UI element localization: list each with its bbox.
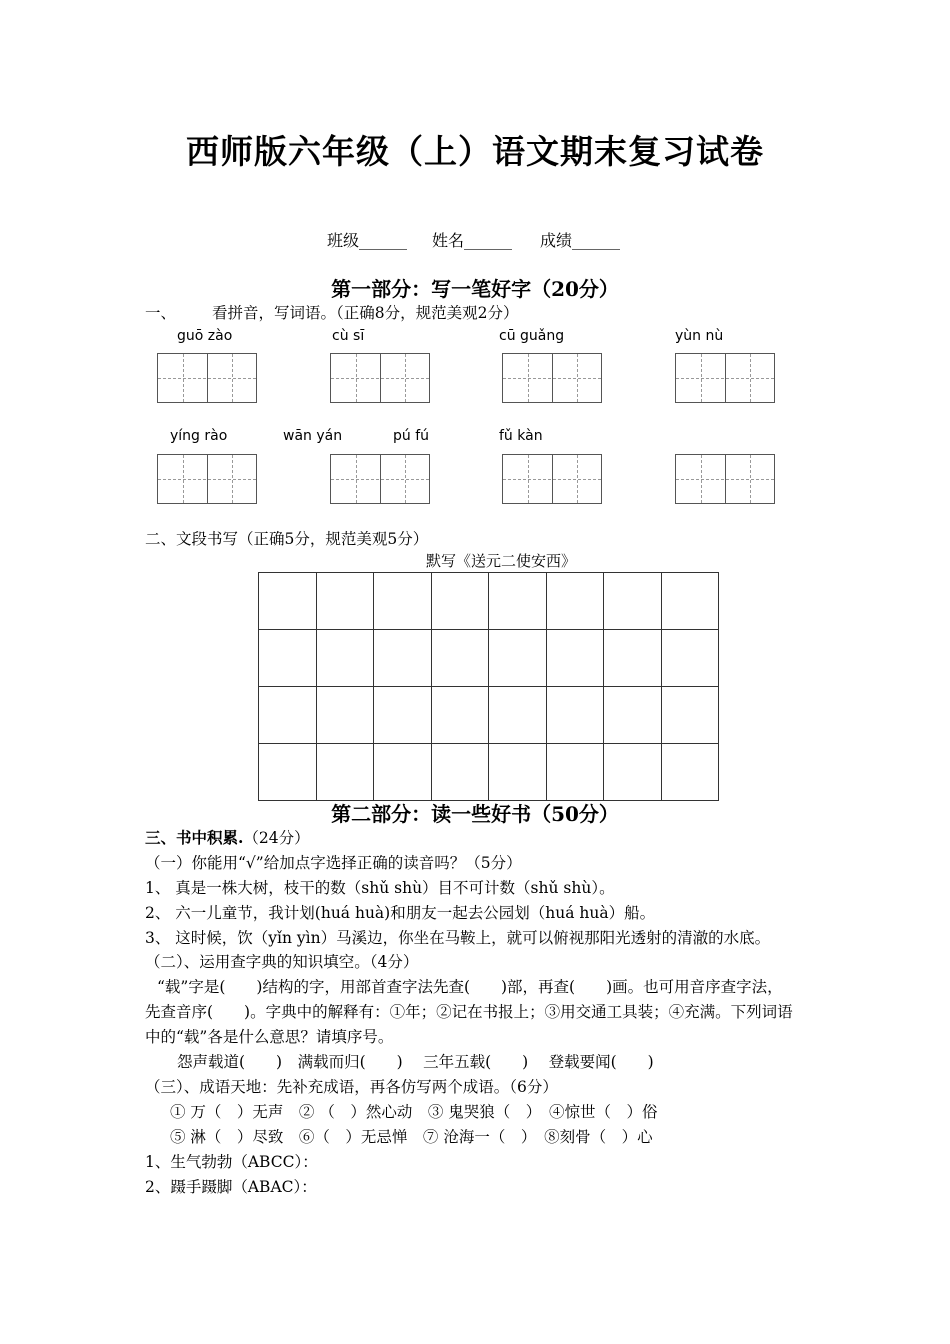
line-7: 先查音序( )。字典中的解释有：①年；②记在书报上；③用交通工具装；④充满。下列词语 bbox=[145, 1003, 793, 1021]
line-1: （一）你能用“√”给加点字选择正确的读音吗？（5分） bbox=[145, 854, 522, 872]
score-field[interactable]: 成绩______ bbox=[540, 231, 621, 250]
line-11: ① 万（ ）无声 ② （ ）然心动 ③ 鬼哭狼（ ） ④惊世（ ）俗 bbox=[170, 1103, 658, 1121]
q1-label: 一、 bbox=[145, 304, 177, 322]
line-13: 1、生气勃勃（ABCC）： bbox=[145, 1153, 318, 1171]
writing-box[interactable] bbox=[157, 454, 257, 504]
writing-box[interactable] bbox=[330, 454, 430, 504]
line-14: 2、蹑手蹑脚（ABAC）： bbox=[145, 1178, 317, 1196]
line-8: 中的“载”各是什么意思？请填序号。 bbox=[145, 1028, 394, 1046]
q3-heading bbox=[145, 826, 310, 848]
q2-instruction: 二、文段书写（正确5分，规范美观5分） bbox=[145, 530, 429, 548]
pinyin: guō zào bbox=[177, 328, 233, 344]
writing-box[interactable] bbox=[330, 353, 430, 403]
page-title: 西师版六年级（上）语文期末复习试卷 bbox=[186, 132, 764, 171]
q3-title: 三、书中积累. bbox=[145, 828, 244, 847]
name-field[interactable]: 姓名______ bbox=[432, 231, 513, 250]
line-2: 1、 真是一株大树，枝干的数（shǔ shù）目不可计数（shǔ shù）。 bbox=[145, 879, 615, 897]
line-9: 怨声载道( ) 满载而归( ) 三年五载( ) 登载要闻( ) bbox=[177, 1053, 654, 1071]
poem-writing-grid[interactable] bbox=[258, 572, 719, 801]
line-10: （三）、成语天地：先补充成语，再各仿写两个成语。（6分） bbox=[145, 1078, 558, 1096]
pinyin: yùn nù bbox=[675, 328, 724, 344]
line-5: （二）、运用查字典的知识填空。（4分） bbox=[145, 953, 419, 971]
part2-heading: 第二部分：读一些好书（50分） bbox=[331, 802, 619, 826]
q2-caption: 默写《送元二使安西》 bbox=[425, 552, 576, 570]
writing-box[interactable] bbox=[157, 353, 257, 403]
writing-box[interactable] bbox=[502, 353, 602, 403]
writing-box[interactable] bbox=[675, 454, 775, 504]
line-3: 2、 六一儿童节，我计划(huá huà)和朋友一起去公园划（huá huà）船。 bbox=[145, 904, 656, 922]
pinyin: wān yán bbox=[283, 428, 343, 444]
q1-instruction: 看拼音，写词语。（正确8分，规范美观2分） bbox=[212, 304, 519, 322]
line-12: ⑤ 淋（ ）尽致 ⑥（ ）无忌惮 ⑦ 沧海一（ ） ⑧刻骨（ ）心 bbox=[170, 1128, 653, 1146]
writing-box[interactable] bbox=[675, 353, 775, 403]
class-field[interactable]: 班级______ bbox=[327, 231, 408, 250]
line-6: “载”字是( )结构的字，用部首查字法先查( )部，再查( )画。也可用音序查字法， bbox=[157, 978, 783, 996]
pinyin: cù sī bbox=[332, 328, 365, 344]
q3-score: （24分） bbox=[243, 829, 310, 847]
part1-heading: 第一部分：写一笔好字（20分） bbox=[331, 277, 619, 301]
pinyin: pú fú bbox=[393, 428, 430, 444]
pinyin: fǔ kàn bbox=[499, 428, 543, 444]
pinyin: cū guǎng bbox=[499, 328, 565, 344]
writing-box[interactable] bbox=[502, 454, 602, 504]
line-4: 3、 这时候，饮（yǐn yìn）马溪边，你坐在马鞍上，就可以俯视那阳光透射的清澈的水底。 bbox=[145, 929, 771, 947]
pinyin: yíng rào bbox=[170, 428, 228, 444]
